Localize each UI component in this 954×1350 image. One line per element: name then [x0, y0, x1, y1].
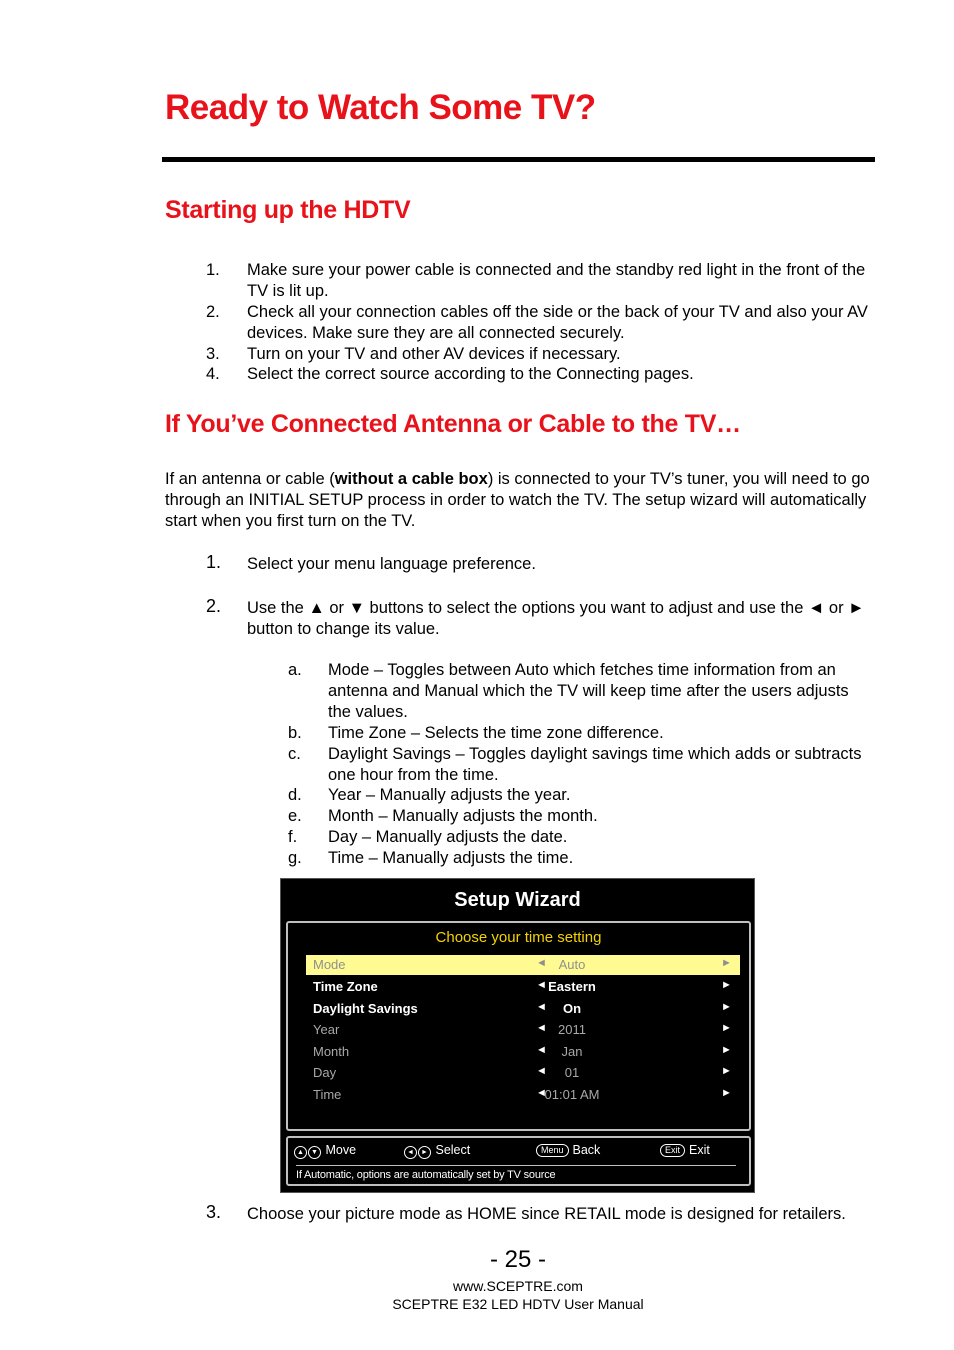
arrow-left-icon: ◄: [536, 957, 547, 969]
list-item: Make sure your power cable is connected and the standby red light in the front of the TV is lit up.: [247, 261, 866, 300]
list-number: 4.: [206, 365, 220, 383]
wizard-subtitle: Choose your time setting: [435, 929, 602, 946]
sub-item: Day – Manually adjusts the date.: [328, 828, 568, 846]
arrow-right-icon: ►: [721, 1087, 732, 1099]
sub-item: Mode – Toggles between Auto which fetches time information from an antenna and Manual which the TV will keep time after the users adjusts the values.: [328, 661, 849, 721]
down-arrow-icon: ▼: [308, 1146, 321, 1159]
wizard-row-day: [306, 1063, 740, 1083]
left-arrow-icon: ◄: [404, 1146, 417, 1159]
list-item: Turn on your TV and other AV devices if necessary.: [247, 345, 621, 363]
arrow-left-icon: ◄: [536, 1044, 547, 1056]
section-heading-antenna: If You’ve Connected Antenna or Cable to the TV…: [165, 410, 741, 438]
wizard-row-time: [306, 1085, 740, 1105]
select-hint: [404, 1143, 470, 1159]
row-label: Month: [313, 1044, 350, 1059]
sub-item: Year – Manually adjusts the year.: [328, 786, 571, 804]
exit-key-icon: Exit: [660, 1144, 685, 1157]
wizard-title: Setup Wizard: [454, 889, 581, 911]
sub-item: Time Zone – Selects the time zone difference.: [328, 724, 664, 742]
wizard-panel: [286, 921, 751, 1131]
sub-item: Time – Manually adjusts the time.: [328, 849, 574, 867]
row-label: Time Zone: [313, 979, 378, 994]
arrow-left-icon: ◄: [536, 1001, 547, 1013]
setup-wizard-screenshot: [280, 878, 755, 1193]
row-value: 01: [564, 1065, 580, 1080]
back-label: Back: [572, 1143, 601, 1157]
intro-text: ) is connected to your TV’s tuner, you will need to go through an INITIAL SETUP process in order to watch the TV. The setup wizard will automatically start when you first turn on the TV.: [165, 470, 870, 530]
page-title: Ready to Watch Some TV?: [165, 88, 596, 127]
row-label: Time: [313, 1087, 342, 1102]
intro-text: If an antenna or cable (: [165, 470, 335, 488]
move-label: Move: [325, 1143, 357, 1157]
sub-letter: b.: [288, 724, 302, 742]
row-label: Year: [313, 1022, 340, 1037]
exit-label: Exit: [689, 1143, 710, 1157]
select-label: Select: [435, 1143, 471, 1157]
arrow-left-icon: ◄: [536, 1065, 547, 1077]
row-value: Auto: [558, 957, 586, 972]
arrow-left-icon: ◄: [536, 1022, 547, 1034]
list-item: Select the correct source according to the Connecting pages.: [247, 365, 694, 383]
up-arrow-icon: ▲: [294, 1146, 307, 1159]
row-value: 01:01 AM: [544, 1087, 600, 1102]
intro-paragraph: [165, 469, 870, 532]
wizard-row-month: [306, 1042, 740, 1062]
wizard-row-time-zone: [306, 977, 740, 997]
arrow-right-icon: ►: [721, 1022, 732, 1034]
title-divider: [162, 157, 875, 162]
wizard-row-mode: [306, 955, 740, 975]
row-value: 2011: [558, 1022, 586, 1037]
row-label: Day: [313, 1065, 337, 1080]
step-number: 1.: [206, 552, 222, 572]
wizard-row-daylight-savings: [306, 999, 740, 1019]
arrow-right-icon: ►: [721, 1044, 732, 1056]
sub-item: Daylight Savings – Toggles daylight savings time which adds or subtracts one hour from the time.: [328, 745, 862, 784]
arrow-right-icon: ►: [721, 1065, 732, 1077]
list-item: Check all your connection cables off the side or the back of your TV and also your AV devices. Make sure they are all connected securely.: [247, 303, 868, 342]
sub-letter: f.: [288, 828, 298, 846]
exit-hint: [660, 1143, 710, 1157]
sub-letter: d.: [288, 786, 302, 804]
wizard-row-year: [306, 1020, 740, 1040]
row-label: Daylight Savings: [313, 1001, 418, 1016]
intro-bold-text: without a cable box: [334, 470, 488, 488]
right-arrow-icon: ►: [418, 1146, 431, 1159]
move-hint: [294, 1143, 356, 1159]
row-value: Jan: [561, 1044, 583, 1059]
arrow-right-icon: ►: [721, 979, 732, 991]
back-hint: [536, 1143, 600, 1157]
sub-letter: g.: [288, 849, 302, 867]
sub-letter: a.: [288, 661, 302, 679]
section-heading-startup: Starting up the HDTV: [165, 196, 411, 224]
list-number: 2.: [206, 303, 220, 321]
arrow-right-icon: ►: [721, 957, 732, 969]
website-link: www.SCEPTRE.com: [453, 1278, 583, 1294]
page-number: - 25 -: [489, 1246, 546, 1273]
row-value: On: [562, 1001, 582, 1016]
arrow-left-icon: ◄: [536, 979, 547, 991]
step-item: Use the ▲ or ▼ buttons to select the options you want to adjust and use the ◄ or ► button to change its value.: [247, 599, 865, 638]
arrow-right-icon: ►: [721, 1001, 732, 1013]
sub-letter: e.: [288, 807, 302, 825]
sub-letter: c.: [288, 745, 301, 763]
step-item: Select your menu language preference.: [247, 555, 536, 573]
row-label: Mode: [313, 957, 346, 972]
list-number: 3.: [206, 345, 220, 363]
manual-title: SCEPTRE E32 LED HDTV User Manual: [392, 1296, 644, 1312]
row-value: Eastern: [548, 979, 596, 994]
step-item: Choose your picture mode as HOME since RETAIL mode is designed for retailers.: [247, 1205, 846, 1223]
list-number: 1.: [206, 261, 220, 279]
arrow-left-icon: ◄: [536, 1087, 547, 1099]
wizard-footer: [286, 1136, 751, 1186]
menu-key-icon: Menu: [536, 1144, 569, 1157]
wizard-note: If Automatic, options are automatically set by TV source: [296, 1165, 736, 1181]
step-number: 2.: [206, 596, 222, 616]
sub-item: Month – Manually adjusts the month.: [328, 807, 598, 825]
step-number: 3.: [206, 1202, 222, 1222]
